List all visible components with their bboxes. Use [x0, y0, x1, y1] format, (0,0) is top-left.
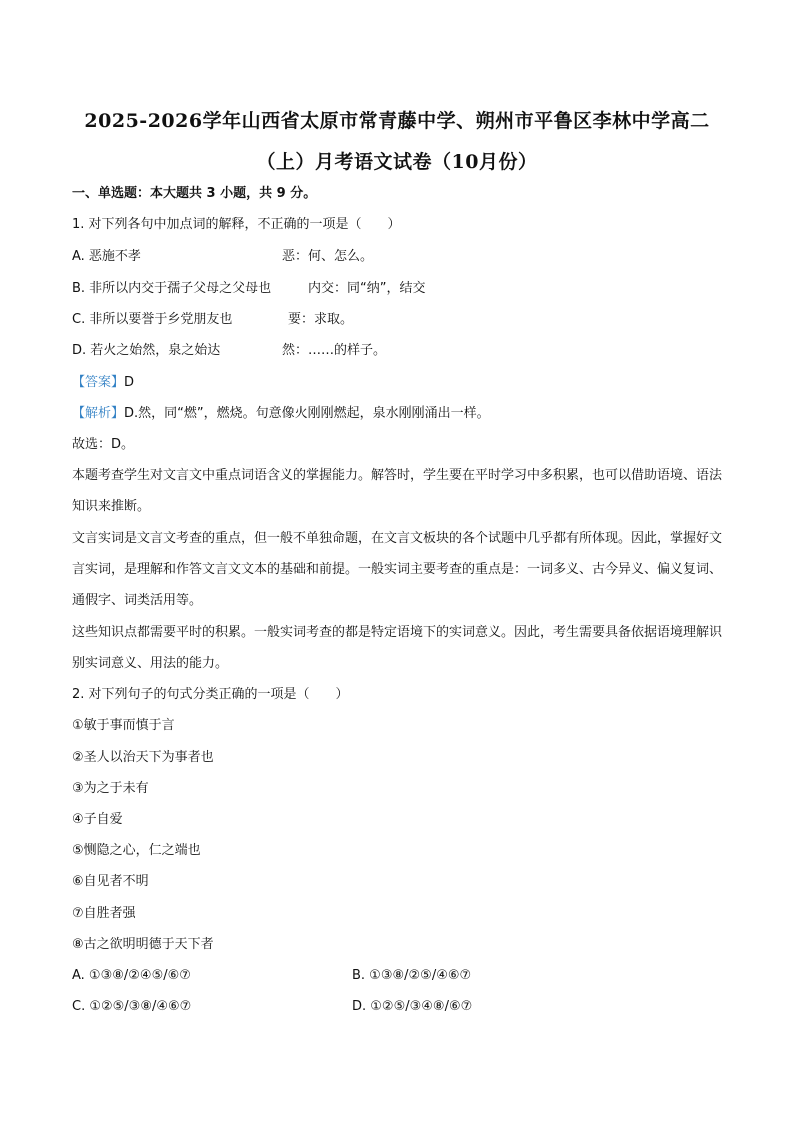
q2-option-d: D. ①②⑤/③④⑧/⑥⑦: [352, 999, 473, 1014]
q1-explanation-paragraph: 本题考查学生对文言文中重点词语含义的掌握能力。解答时，学生要在平时学习中多积累，也可以借助语境、语法知识来推断。: [72, 468, 723, 514]
q2-item: ②圣人以治天下为事者也: [72, 750, 214, 765]
q1-option-b-gloss: 内交：同“纳”，结交: [308, 281, 426, 296]
q1-option-c: C. 非所以要誉于乡党朋友也: [72, 312, 233, 327]
q2-option-c: C. ①②⑤/③⑧/④⑥⑦: [72, 999, 192, 1014]
q2-option-a: A. ①③⑧/②④⑤/⑥⑦: [72, 968, 191, 983]
q2-item: ⑦自胜者强: [72, 906, 136, 921]
answer-value: D: [124, 375, 135, 390]
q1-choice: 故选：D。: [72, 437, 135, 452]
section-heading: 一、单选题：本大题共 3 小题，共 9 分。: [72, 186, 317, 201]
q2-item: ⑤恻隐之心，仁之端也: [72, 843, 201, 858]
q2-option-b: B. ①③⑧/②⑤/④⑥⑦: [352, 968, 472, 983]
analysis-text: D.然，同“燃”，燃烧。句意像火刚刚燃起，泉水刚刚涌出一样。: [124, 406, 490, 421]
q2-item: ①敏于事而慎于言: [72, 718, 175, 733]
q2-item: ③为之于未有: [72, 781, 149, 796]
q2-item: ⑥自见者不明: [72, 874, 149, 889]
page-title-line-1: 2025-2026学年山西省太原市常青藤中学、朔州市平鲁区李林中学高二: [84, 110, 710, 132]
q1-option-a-gloss: 恶：何、怎么。: [282, 249, 374, 264]
q1-explanation-paragraph: 这些知识点都需要平时的积累。一般实词考查的都是特定语境下的实词意义。因此，考生需要具备依据语境理解识别实词意义、用法的能力。: [72, 625, 723, 671]
q1-option-d: D. 若火之始然，泉之始达: [72, 343, 221, 358]
answer-label: 【答案】: [72, 375, 125, 390]
q1-option-b: B. 非所以内交于孺子父母之父母也: [72, 281, 272, 296]
q1-option-a: A. 恶施不孝: [72, 249, 141, 264]
analysis-label: 【解析】: [72, 406, 125, 421]
q1-option-d-gloss: 然：……的样子。: [282, 343, 387, 358]
page-title-line-2: （上）月考语文试卷（10月份）: [256, 151, 538, 173]
q1-explanation-paragraph: 文言实词是文言文考查的重点，但一般不单独命题，在文言文板块的各个试题中几乎都有所体现。因此，掌握好文言实词，是理解和作答文言文文本的基础和前提。一般实词主要考查的重点是：一词多义、古今异义、偏义复词、通假字、词类活用等。: [72, 531, 723, 608]
q2-item: ⑧古之欲明明德于天下者: [72, 937, 214, 952]
q1-stem: 1. 对下列各句中加点词的解释，不正确的一项是（ ）: [72, 217, 401, 232]
q1-analysis: [72, 405, 490, 423]
q1-answer: [72, 374, 134, 392]
q2-item: ④子自爱: [72, 812, 123, 827]
q1-option-c-gloss: 要：求取。: [288, 312, 354, 327]
q2-stem: 2. 对下列句子的句式分类正确的一项是（ ）: [72, 687, 349, 702]
